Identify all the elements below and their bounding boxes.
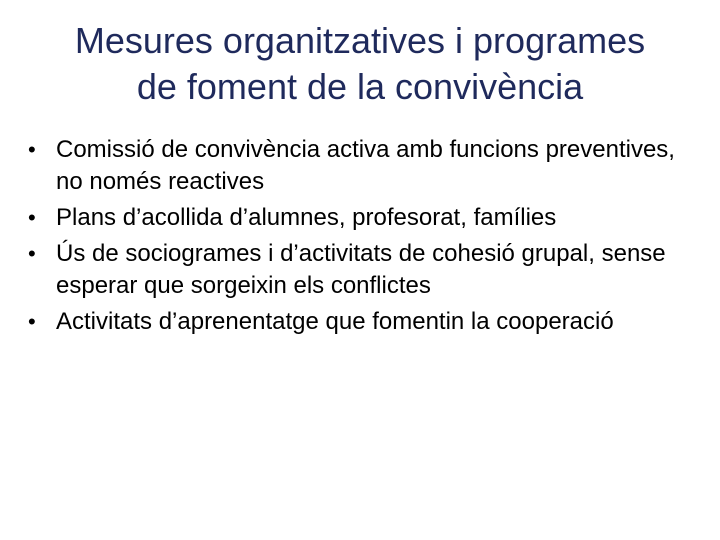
bullet-text: Ús de sociogrames i d’activitats de cohesió grupal, sense esperar que sorgeixin els conflictes <box>56 240 666 299</box>
bullet-item <box>28 306 698 338</box>
bullet-text: Plans d’acollida d’alumnes, profesorat, famílies <box>56 204 557 231</box>
bullet-text: Comissió de convivència activa amb funcions preventives, no només reactives <box>56 136 675 195</box>
bullet-icon: • <box>28 309 36 334</box>
bullet-icon: • <box>28 241 36 266</box>
bullet-item <box>28 238 698 302</box>
title-line-2: de foment de la convivència <box>136 66 584 107</box>
bullet-icon: • <box>28 137 36 162</box>
bullet-item <box>28 134 698 198</box>
bullet-list <box>28 134 698 342</box>
bullet-icon: • <box>28 205 36 230</box>
bullet-item <box>28 202 698 234</box>
bullet-text: Activitats d’aprenentatge que fomentin la cooperació <box>56 308 614 335</box>
title-line-1: Mesures organitzatives i programes <box>74 20 646 61</box>
slide-title <box>20 18 700 110</box>
